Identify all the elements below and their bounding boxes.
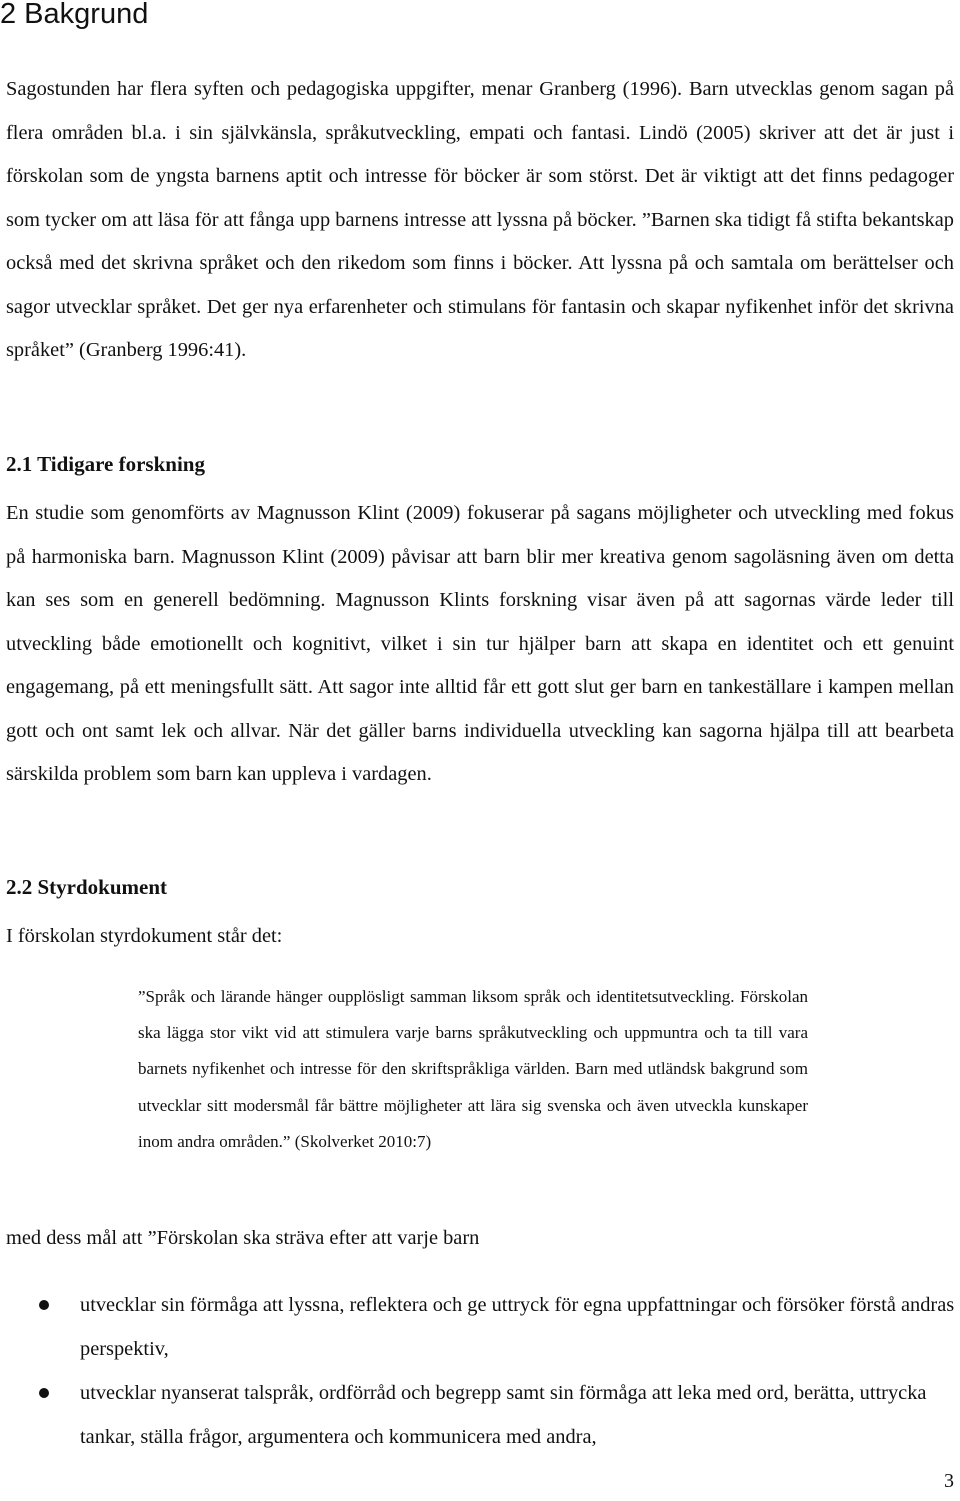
section-title: 2 Bakgrund: [0, 0, 149, 30]
bullet-icon: [39, 1388, 49, 1398]
list-item: [0, 1371, 956, 1459]
list-item-text: utvecklar nyanserat talspråk, ordförråd och begrepp samt sin förmåga att leka med ord, berätta, uttrycka tankar, ställa frågor, argumentera och kommunicera med andra,: [80, 1382, 927, 1448]
goal-intro: med dess mål att ”Förskolan ska sträva efter att varje barn: [6, 1227, 480, 1249]
subsection-heading-tidigare-forskning: 2.1 Tidigare forskning: [6, 452, 205, 476]
list-item-text: utvecklar sin förmåga att lyssna, reflektera och ge uttryck för egna uppfattningar och försöker förstå andras perspektiv,: [80, 1294, 955, 1360]
subsection-heading-styrdokument: 2.2 Styrdokument: [6, 875, 168, 899]
page-number: 3: [944, 1470, 954, 1492]
research-paragraph: En studie som genomförts av Magnusson Klint (2009) fokuserar på sagans möjligheter och utveckling med fokus på harmoniska barn. Magnusson Klint (2009) påvisar att barn blir mer kreativa genom sagoläsning även om detta kan ses som en generell bedömning. Magnusson Klints forskning visar även på att sagornas värde leder till utveckling både emotionellt och kognitivt, vilket i sin tur hjälper barn att skapa en identitet och ett genuint engagemang, på ett meningsfullt sätt. Att sagor inte alltid får ett gott slut ger barn en tankeställare i kampen mellan gott och ont samt lek och allvar. När det gäller barns individuella utveckling kan sagorna hjälpa till att bearbeta särskilda problem som barn kan uppleva i vardagen.: [6, 502, 954, 785]
block-quote: ”Språk och lärande hänger oupplösligt samman liksom språk och identitetsutveckling. Förskolan ska lägga stor vikt vid att stimulera varje barns språkutveckling och uppmuntra och ta till vara barnets nyfikenhet och intresse för den skriftspråkliga världen. Barn med utländsk bakgrund som utvecklar sitt modersmål får bättre möjligheter att lära sig svenska och även utveckla kunskaper inom andra områden.” (Skolverket 2010:7): [138, 987, 808, 1151]
bullet-icon: [39, 1300, 49, 1310]
intro-paragraph: Sagostunden har flera syften och pedagogiska uppgifter, menar Granberg (1996). Barn utvecklas genom sagan på flera områden bl.a. i sin självkänsla, språkutveckling, empati och fantasi. Lindö (2005) skriver att det är just i förskolan som de yngsta barnens aptit och intresse för böcker är som störst. Det är viktigt att det finns pedagoger som tycker om att läsa för att fånga upp barnens intresse att lyssna på böcker. ”Barnen ska tidigt få stifta bekantskap också med det skrivna språket och den rikedom som finns i böcker. Att lyssna på och samtala om berättelser och sagor utvecklar språket. Det ger nya erfarenheter och stimulans för fantasin och skapar nyfikenhet inför det skrivna språket” (Granberg 1996:41).: [6, 78, 954, 361]
styrdokument-intro: I förskolan styrdokument står det:: [6, 925, 283, 947]
list-item: [0, 1283, 956, 1371]
goal-list: [0, 1283, 960, 1459]
